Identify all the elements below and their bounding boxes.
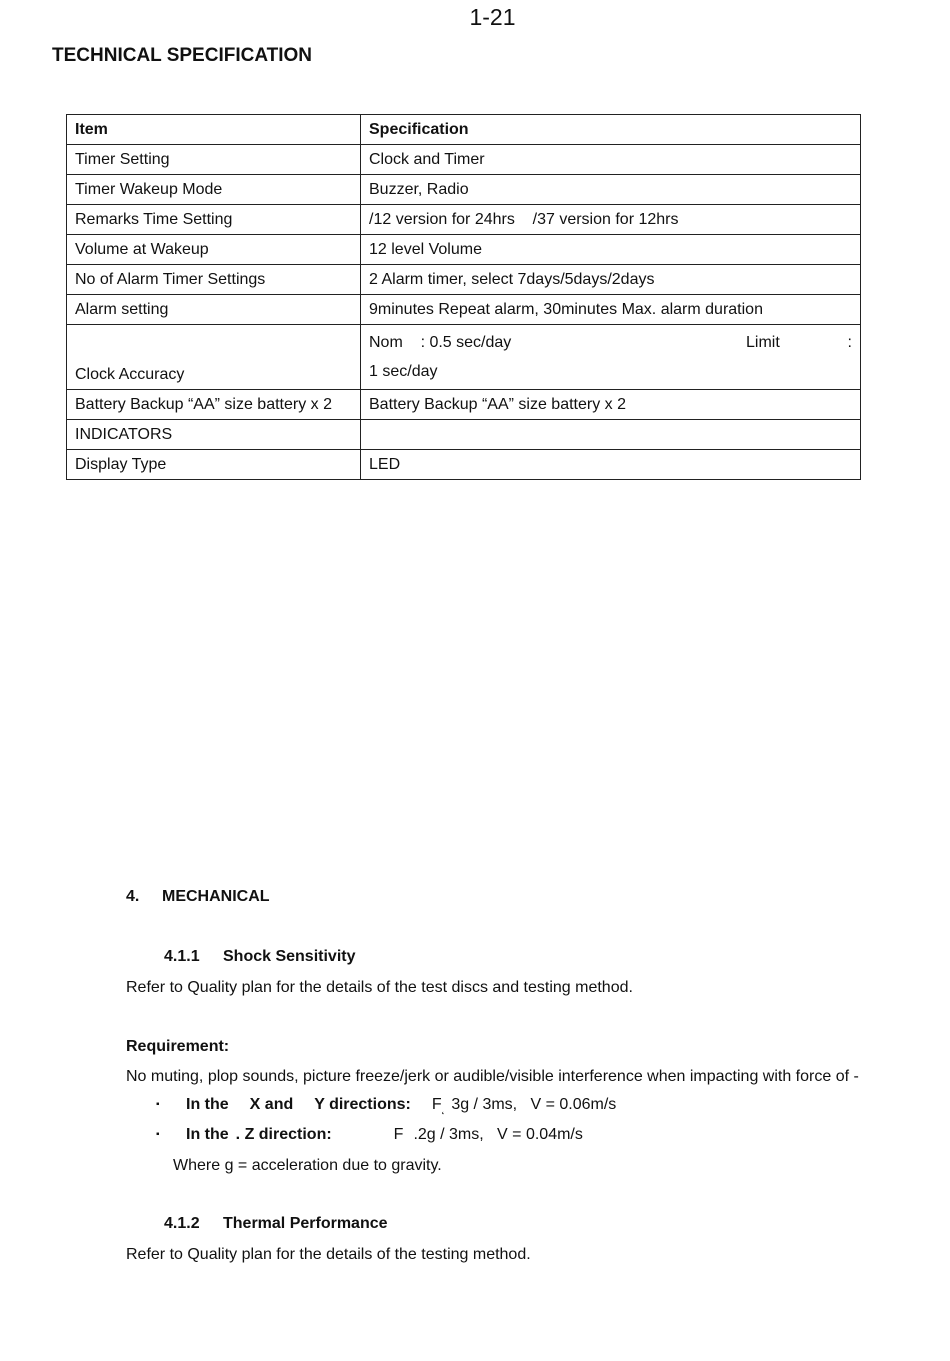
item-cell: INDICATORS: [67, 420, 361, 450]
bullet-force-symbol: F: [431, 1096, 442, 1113]
accuracy-nom: Nom : 0.5 sec/day: [369, 334, 512, 351]
accuracy-line: [369, 328, 852, 358]
bullet-force-value: 3g / 3ms, V = 0.06m/s: [451, 1096, 617, 1113]
spec-cell: 12 level Volume: [361, 235, 861, 265]
subsection-heading-thermal: [164, 1215, 388, 1233]
spec-cell: LED: [361, 450, 861, 480]
bullet-lead: In the: [186, 1126, 229, 1143]
item-cell: Battery Backup “AA” size battery x 2: [67, 390, 361, 420]
bullet-axis: . Z direction:: [235, 1126, 332, 1143]
table-row: [67, 205, 861, 235]
table-row: [67, 175, 861, 205]
item-cell: Timer Wakeup Mode: [67, 175, 361, 205]
spec-cell: 9minutes Repeat alarm, 30minutes Max. alarm duration: [361, 295, 861, 325]
shock-intro-text: Refer to Quality plan for the details of the test discs and testing method.: [126, 979, 633, 996]
table-row-clock-accuracy: [67, 325, 861, 390]
spec-cell: [361, 420, 861, 450]
requirement-label: Requirement:: [126, 1038, 230, 1055]
bullet-icon: ▪: [156, 1129, 160, 1141]
bullet-direction: Y directions:: [314, 1096, 411, 1113]
accuracy-limit-value: 1 sec/day: [369, 363, 438, 380]
item-cell: Volume at Wakeup: [67, 235, 361, 265]
spec-cell: 2 Alarm timer, select 7days/5days/2days: [361, 265, 861, 295]
table-row: [67, 420, 861, 450]
subsection-number: 4.1.1: [164, 948, 200, 965]
subsection-heading-shock: [164, 948, 356, 966]
bullet-lead: In the: [186, 1096, 229, 1113]
section-number: 4.: [126, 888, 140, 905]
header-spec: Specification: [361, 115, 861, 145]
accuracy-limit-colon: :: [847, 334, 852, 351]
spec-table: [66, 114, 861, 480]
table-header-row: [67, 115, 861, 145]
thermal-text: Refer to Quality plan for the details of the testing method.: [126, 1246, 531, 1263]
table-row: [67, 235, 861, 265]
item-cell: Display Type: [67, 450, 361, 480]
item-cell: Timer Setting: [67, 145, 361, 175]
spec-cell: Battery Backup “AA” size battery x 2: [361, 390, 861, 420]
bullet-icon: ▪: [156, 1099, 160, 1111]
item-cell: No of Alarm Timer Settings: [67, 265, 361, 295]
spec-cell: [361, 325, 861, 390]
bullet-force-value: .2g / 3ms, V = 0.04m/s: [413, 1126, 583, 1143]
page-title: TECHNICAL SPECIFICATION: [52, 45, 313, 66]
section-title: MECHANICAL: [162, 888, 270, 905]
bullet-force-subscript: ˛: [441, 1103, 446, 1115]
table-row: [67, 450, 861, 480]
spec-cell: Clock and Timer: [361, 145, 861, 175]
section-heading-mechanical: [126, 888, 270, 906]
table-row: [67, 390, 861, 420]
spec-cell: /12 version for 24hrs /37 version for 12hrs: [361, 205, 861, 235]
bullet-force-symbol: F: [393, 1126, 404, 1143]
page-number: 1-21: [469, 4, 516, 30]
item-cell: Clock Accuracy: [67, 325, 361, 390]
item-cell: Alarm setting: [67, 295, 361, 325]
table-row: [67, 265, 861, 295]
bullet-z-direction: [156, 1126, 583, 1144]
spec-cell: Buzzer, Radio: [361, 175, 861, 205]
table-row: [67, 145, 861, 175]
header-item: Item: [67, 115, 361, 145]
accuracy-limit: [746, 334, 852, 352]
item-cell: Remarks Time Setting: [67, 205, 361, 235]
subsection-number: 4.1.2: [164, 1215, 200, 1232]
bullet-xy-direction: [156, 1096, 616, 1115]
subsection-title: Thermal Performance: [223, 1215, 388, 1232]
bullet-axis: X and: [249, 1096, 294, 1113]
gravity-note: Where g = acceleration due to gravity.: [173, 1157, 442, 1174]
accuracy-limit-label: Limit: [746, 334, 780, 351]
subsection-title: Shock Sensitivity: [223, 948, 356, 965]
table-row: [67, 295, 861, 325]
requirement-text: No muting, plop sounds, picture freeze/jerk or audible/visible interference when impacting with force of -: [126, 1068, 859, 1085]
